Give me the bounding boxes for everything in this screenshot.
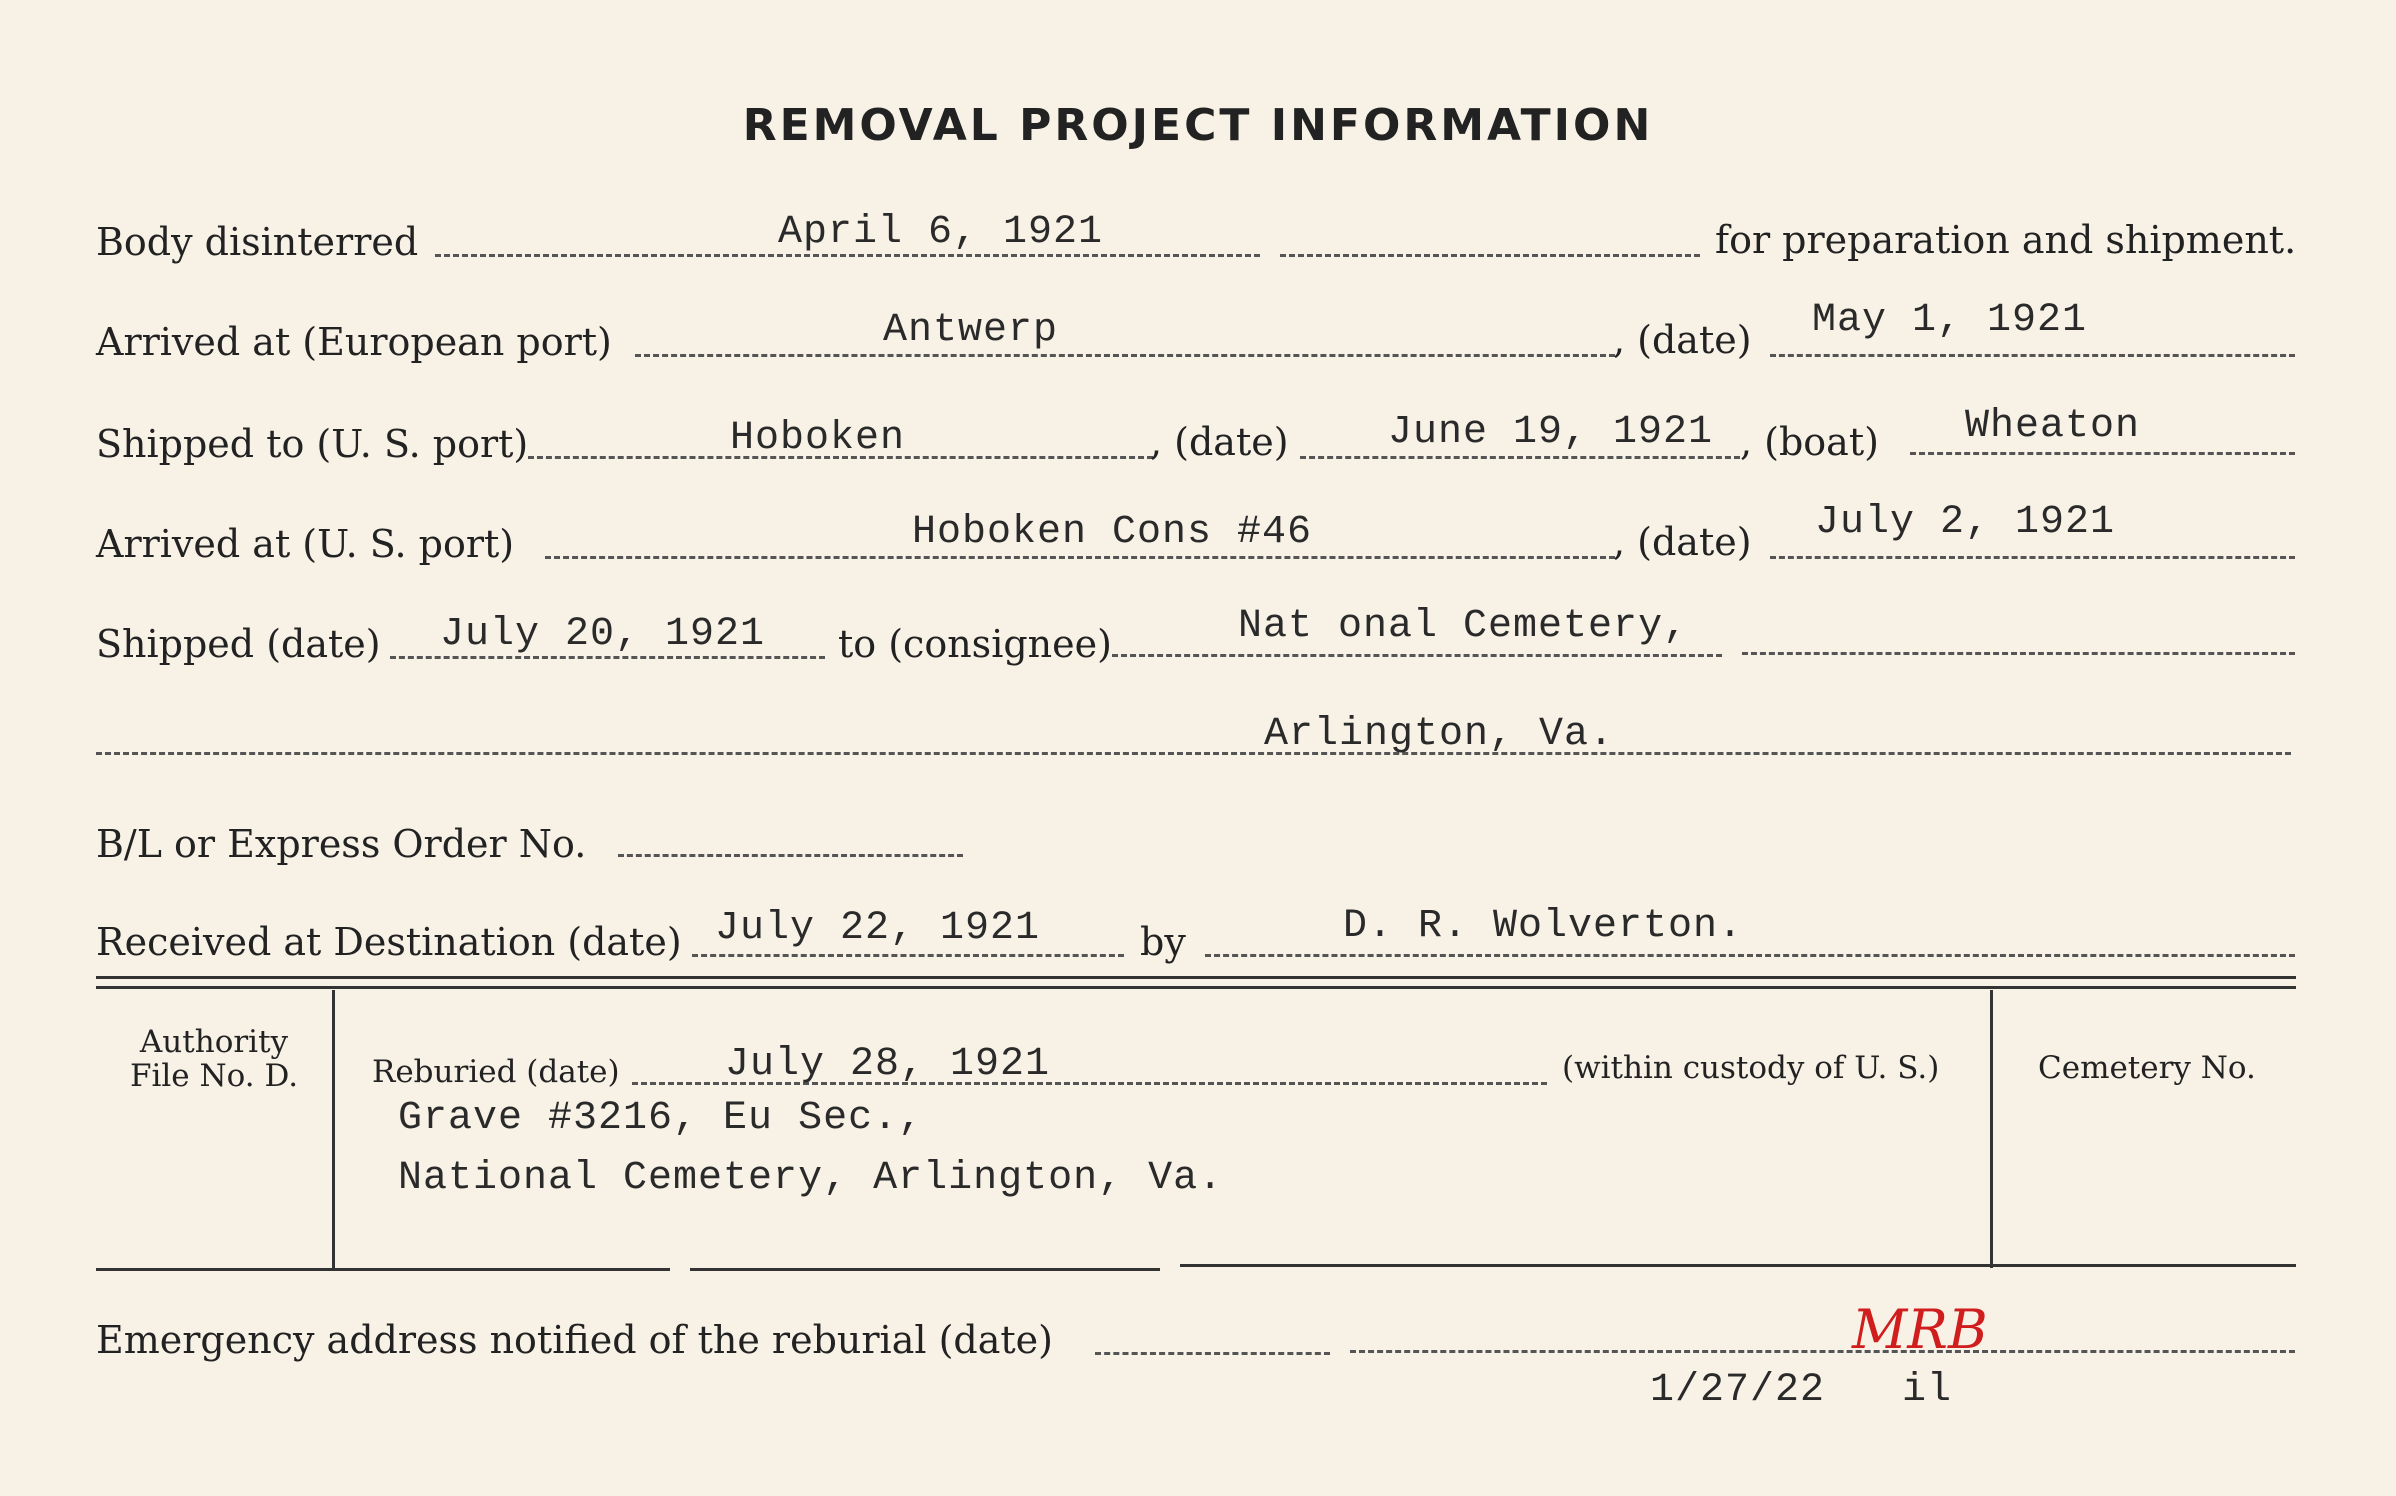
handwritten-initials: MRB — [1852, 1298, 1988, 1361]
body-disinterred-line-2 — [1280, 254, 1700, 257]
emergency-line — [1095, 1352, 1330, 1355]
by-value: D. R. Wolverton. — [1343, 904, 1744, 949]
arrived-us-date-label: , (date) — [1613, 520, 1752, 564]
by-line — [1205, 954, 2295, 957]
consignee-line-2 — [1742, 652, 2295, 655]
box-bottom-rule-1 — [96, 1268, 670, 1271]
arrived-us-value: Hoboken Cons #46 — [912, 510, 1313, 555]
grave-line-2: National Cemetery, Arlington, Va. — [398, 1156, 1224, 1201]
by-label: by — [1140, 920, 1186, 964]
arrived-eu-date-label: , (date) — [1613, 318, 1752, 362]
bl-line — [618, 854, 963, 857]
received-label: Received at Destination (date) — [96, 920, 682, 964]
emergency-label: Emergency address notified of the reburial (date) — [96, 1318, 1053, 1362]
boat-value: Wheaton — [1965, 404, 2141, 449]
box-bottom-rule-3 — [1180, 1264, 2296, 1267]
shipped-us-label: Shipped to (U. S. port) — [96, 422, 529, 466]
box-top-rule-2 — [96, 986, 2296, 989]
body-disinterred-suffix: for preparation and shipment. — [1715, 218, 2297, 262]
arrived-us-date-line — [1770, 556, 2295, 559]
box-divider-right — [1990, 990, 1993, 1268]
clerk-initials: il — [1902, 1368, 1953, 1413]
received-value: July 22, 1921 — [715, 906, 1041, 951]
box-top-rule — [96, 976, 2296, 979]
arrived-eu-line — [635, 354, 1615, 357]
body-disinterred-label: Body disinterred — [96, 220, 419, 264]
box-divider-left — [332, 990, 335, 1268]
shipped-date-value: July 20, 1921 — [440, 612, 766, 657]
body-disinterred-value: April 6, 1921 — [778, 210, 1104, 255]
reburied-label: Reburied (date) — [372, 1054, 620, 1090]
cemetery-label: Cemetery No. — [2038, 1050, 2256, 1086]
card-title: REMOVAL PROJECT INFORMATION — [742, 100, 1654, 151]
arrived-eu-date-value: May 1, 1921 — [1812, 298, 2088, 343]
authority-label-1: Authority — [139, 1024, 289, 1060]
arrived-us-line — [545, 556, 1615, 559]
arrived-eu-value: Antwerp — [883, 308, 1059, 353]
arrived-us-label: Arrived at (U. S. port) — [96, 522, 515, 566]
boat-line — [1910, 452, 2295, 455]
shipped-us-date-value: June 19, 1921 — [1388, 410, 1714, 455]
custody-label: (within custody of U. S.) — [1562, 1050, 1940, 1086]
emergency-line-2 — [1350, 1350, 2295, 1353]
consignee-label: to (consignee) — [838, 622, 1112, 666]
bl-label: B/L or Express Order No. — [96, 822, 587, 866]
emergency-date: 1/27/22 — [1650, 1368, 1826, 1413]
shipped-us-date-label: , (date) — [1150, 420, 1289, 464]
boat-label: , (boat) — [1740, 420, 1879, 464]
grave-line-1: Grave #3216, Eu Sec., — [398, 1096, 924, 1141]
arrived-eu-date-line — [1770, 354, 2295, 357]
consignee-continuation-line — [96, 752, 2291, 755]
box-bottom-rule-2 — [690, 1268, 1160, 1271]
arrived-us-date-value: July 2, 1921 — [1815, 500, 2116, 545]
shipped-us-value: Hoboken — [730, 416, 906, 461]
shipped-date-label: Shipped (date) — [96, 622, 381, 666]
consignee-value-2: Arlington, Va. — [1264, 712, 1615, 757]
arrived-eu-label: Arrived at (European port) — [96, 320, 612, 364]
received-line — [692, 954, 1124, 957]
consignee-value: Nat onal Cemetery, — [1238, 604, 1689, 649]
consignee-line — [1112, 654, 1722, 657]
authority-label-2: File No. D. — [129, 1058, 299, 1094]
shipped-us-date-line — [1300, 456, 1740, 459]
reburied-value: July 28, 1921 — [725, 1042, 1051, 1087]
